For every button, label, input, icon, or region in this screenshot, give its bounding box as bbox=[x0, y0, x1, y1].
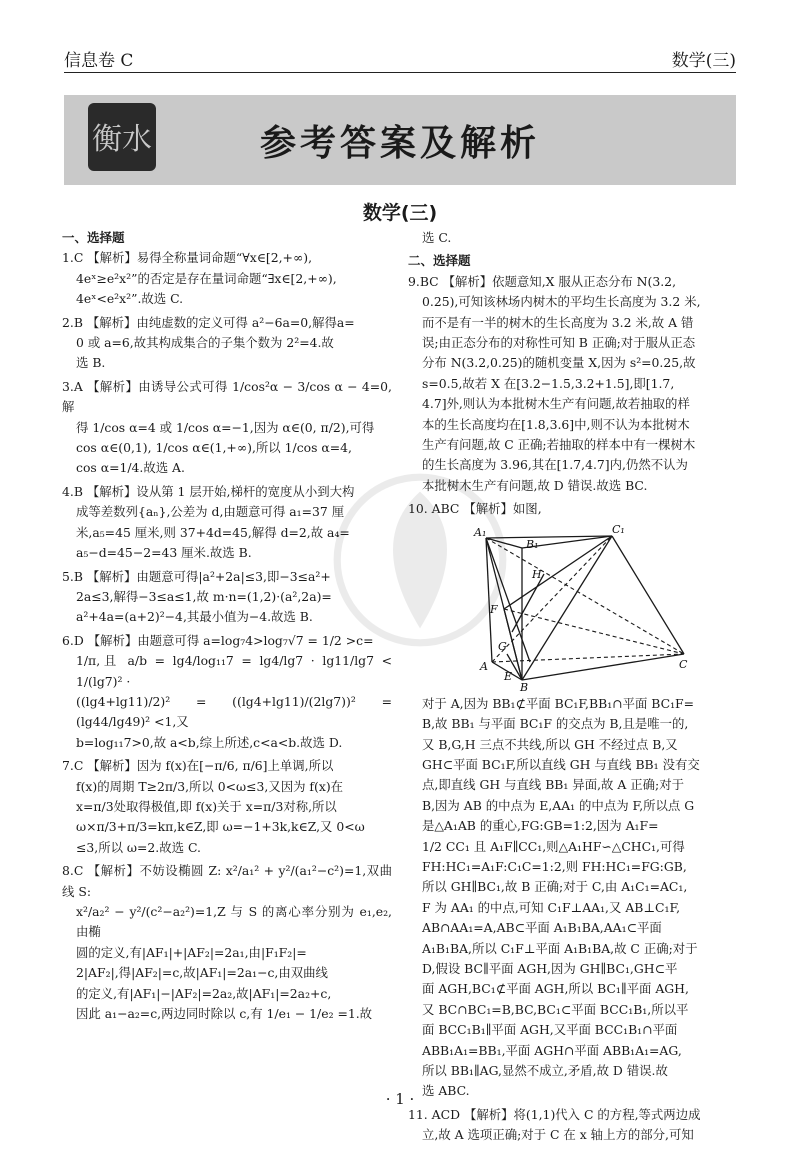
header-right: 数学(三) bbox=[671, 51, 736, 71]
q9-line: 本的生长高度均在[1.8,3.6]中,则不认为本批树木 bbox=[422, 416, 690, 432]
q10-line: GH⊂平面 BC₁F,所以直线 GH 与直线 BB₁ 没有交 bbox=[422, 756, 700, 772]
answer-q6 bbox=[62, 631, 392, 753]
q5-line: 5.B 【解析】由题意可得|a²+2a|≤3,即−3≤a²+ bbox=[62, 568, 331, 584]
q9-line: 本批树木生产有问题,故 D 错误.故选 BC. bbox=[422, 477, 648, 493]
q6-line: 6.D 【解析】由题意可得 a=log₇4>log₇√7 = 1/2 >c= bbox=[62, 632, 374, 648]
q7-line: x=π/3处取得极值,即 f(x)关于 x=π/3对称,所以 bbox=[76, 798, 337, 814]
figure-label: C₁ bbox=[612, 522, 625, 536]
answer-q4 bbox=[62, 482, 392, 564]
answer-q7 bbox=[62, 756, 392, 858]
q10-line: 选 ABC. bbox=[422, 1083, 470, 1099]
q9-line: 误;由正态分布的对称性可知 B 正确;对于服从正态 bbox=[422, 335, 696, 351]
q8-line: 的定义,有|AF₁|−|AF₂|=2a₂,故|AF₁|=2a₂+c, bbox=[76, 985, 332, 1001]
q1-line: 4eˣ≥e²x²”的否定是存在量词命题“∃x∈[2,+∞), bbox=[76, 270, 337, 286]
q10-line: FH:HC₁=A₁F:C₁C=1:2,则 FH:HC₁=FG:GB, bbox=[422, 858, 687, 874]
q7-line: 7.C 【解析】因为 f(x)在[−π/6, π/6]上单调,所以 bbox=[62, 758, 334, 774]
answer-q2 bbox=[62, 313, 392, 374]
q9-line: 9.BC 【解析】依题意知,X 服从正态分布 N(3.2, bbox=[408, 273, 677, 289]
figure-label: G bbox=[498, 639, 507, 653]
q4-line: 米,a₅=45 厘米,则 37+4d=45,解得 d=2,故 a₄= bbox=[76, 524, 350, 540]
q2-line: 0 或 a=6,故其构成集合的子集个数为 2²=4.故 bbox=[76, 335, 334, 351]
q8-line: 2|AF₂|,得|AF₂|=c,故|AF₁|=2a₁−c,由双曲线 bbox=[76, 965, 328, 981]
left-column bbox=[62, 228, 392, 1027]
q10-line: F 为 AA₁ 的中点,可知 C₁F⊥AA₁,又 AB⊥C₁F, bbox=[422, 899, 681, 915]
answer-q8 bbox=[62, 861, 392, 1024]
q8-line: 8.C 【解析】不妨设椭圆 Z: x²/a₁² + y²/(a₁²−c²)=1,双曲线 S: bbox=[62, 863, 392, 899]
q6-line: 1/π,且 a/b = lg4/log₁₁7 = lg4/lg7 · lg11/lg7 < 1/(lg7)² · bbox=[76, 653, 392, 689]
answer-q10 bbox=[408, 499, 736, 1102]
q2-line: 2.B 【解析】由纯虚数的定义可得 a²−6a=0,解得a= bbox=[62, 314, 355, 330]
q10-line: 点,即直线 GH 与直线 BB₁ 异面,故 A 正确;对于 bbox=[422, 777, 684, 793]
figure-label: E bbox=[504, 669, 513, 683]
q5-line: a²+4a=(a+2)²−4,其最小值为−4.故选 B. bbox=[76, 609, 313, 625]
answer-q3 bbox=[62, 377, 392, 479]
q10-line: 又 BC∩BC₁=B,BC,BC₁⊂平面 BCC₁B₁,所以平 bbox=[422, 1001, 689, 1017]
figure-label: A₁ bbox=[474, 525, 487, 539]
q10-line: 面 AGH,BC₁⊄平面 AGH,所以 BC₁∥平面 AGH, bbox=[422, 981, 689, 997]
q7-line: f(x)的周期 T≥2π/3,所以 0<ω≤3,又因为 f(x)在 bbox=[76, 778, 344, 794]
logo-text: 衡水 bbox=[92, 122, 152, 157]
section-heading-multi: 二、选择题 bbox=[408, 253, 471, 269]
figure-label: A bbox=[480, 659, 488, 673]
q5-line: 2a≤3,解得−3≤a≤1,故 m·n=(1,2)·(a²,2a)= bbox=[76, 588, 332, 604]
page-number: · 1 · bbox=[385, 1090, 415, 1108]
q8-line: 选 C. bbox=[422, 230, 452, 245]
q8-line: x²/a₂² − y²/(c²−a₂²)=1,Z 与 S 的离心率分别为 e₁,e₂,由椭 bbox=[76, 904, 392, 940]
answer-q1 bbox=[62, 248, 392, 309]
q3-line: cos α=1/4.故选 A. bbox=[76, 460, 185, 476]
q10-line: B,因为 AB 的中点为 E,AA₁ 的中点为 F,所以点 G bbox=[422, 797, 695, 813]
answer-q5 bbox=[62, 567, 392, 628]
q4-line: 成等差数列{aₙ},公差为 d,由题意可得 a₁=37 厘 bbox=[76, 504, 345, 520]
header-left: 信息卷 C bbox=[64, 51, 134, 71]
q1-line: 4eˣ<e²x²”.故选 C. bbox=[76, 291, 184, 307]
q6-line: b=log₁₁7>0,故 a<b,综上所述,c<a<b.故选 D. bbox=[76, 734, 343, 750]
q8-line: 因此 a₁−a₂=c,两边同时除以 c,有 1/e₁ − 1/e₂ =1.故 bbox=[76, 1006, 373, 1022]
q10-line: 又 B,G,H 三点不共线,所以 GH 不经过点 B,又 bbox=[422, 736, 678, 752]
answer-q8-end bbox=[408, 228, 736, 248]
q10-line: 面 BCC₁B₁∥平面 AGH,又平面 BCC₁B₁∩平面 bbox=[422, 1022, 678, 1038]
q7-line: ω×π/3+π/3=kπ,k∈Z,即 ω=−1+3k,k∈Z,又 0<ω bbox=[76, 819, 365, 835]
q8-line: 圆的定义,有|AF₁|+|AF₂|=2a₁,由|F₁F₂|= bbox=[76, 944, 307, 960]
q10-line: ABB₁A₁=BB₁,平面 AGH∩平面 ABB₁A₁=AG, bbox=[422, 1042, 682, 1058]
q9-line: s=0.5,故若 X 在[3.2−1.5,3.2+1.5],即[1.7, bbox=[422, 375, 675, 391]
figure-label: F bbox=[490, 602, 498, 616]
q11-line: 立,故 A 选项正确;对于 C 在 x 轴上方的部分,可知 bbox=[422, 1127, 694, 1143]
q9-line: 分布 N(3.2,0.25)的随机变量 X,因为 s²=0.25,故 bbox=[422, 355, 696, 371]
title-banner bbox=[64, 95, 736, 185]
figure-label: C bbox=[679, 657, 688, 671]
q4-line: a₅−d=45−2=43 厘米.故选 B. bbox=[76, 545, 252, 561]
q10-line: 1/2 CC₁ 且 A₁F∥CC₁,则△A₁HF∽△CHC₁,可得 bbox=[422, 838, 685, 854]
q3-line: 得 1/cos α=4 或 1/cos α=−1,因为 α∈(0, π/2),可得 bbox=[76, 419, 375, 435]
q9-line: 的生长高度为 3.96,其在[1.7,4.7]内,仍然不认为 bbox=[422, 457, 688, 473]
q4-line: 4.B 【解析】设从第 1 层开始,梯杆的宽度从小到大构 bbox=[62, 483, 355, 499]
q10-line: B,故 BB₁ 与平面 BC₁F 的交点为 B,且是唯一的, bbox=[422, 716, 689, 732]
q1-line: 1.C 【解析】易得全称量词命题“∀x∈[2,+∞), bbox=[62, 250, 313, 266]
figure-label: B₁ bbox=[526, 537, 539, 551]
q10-line: 10. ABC 【解析】如图, bbox=[408, 501, 542, 517]
q11-line: 11. ACD 【解析】将(1,1)代入 C 的方程,等式两边成 bbox=[408, 1106, 701, 1122]
q10-line: D,假设 BC∥平面 AGH,因为 GH∥BC₁,GH⊂平 bbox=[422, 960, 678, 976]
q9-line: 0.25),可知该林场内树木的平均生长高度为 3.2 米, bbox=[422, 294, 701, 310]
q9-line: 而不是有一半的树木的生长高度为 3.2 米,故 A 错 bbox=[422, 314, 694, 330]
figure-label: B bbox=[520, 680, 529, 692]
figure-label: H bbox=[532, 567, 542, 581]
q6-line: ((lg4+lg11)/2)² = ((lg4+lg11)/(2lg7))² = (lg44/lg49)² <1,又 bbox=[76, 693, 392, 730]
page-header bbox=[64, 38, 736, 73]
q3-line: 3.A 【解析】由诱导公式可得 1/cos²α − 3/cos α − 4=0,解 bbox=[62, 378, 392, 415]
section-subtitle: 数学(三) bbox=[362, 202, 438, 224]
answer-q11 bbox=[408, 1105, 736, 1146]
q10-line: 所以 GH∥BC₁,故 B 正确;对于 C,由 A₁C₁=AC₁, bbox=[422, 879, 688, 895]
q10-line: AB∩AA₁=A,AB⊂平面 A₁B₁BA,AA₁⊂平面 bbox=[422, 920, 662, 936]
right-column bbox=[408, 228, 736, 1149]
q2-line: 选 B. bbox=[76, 355, 106, 371]
prism-figure bbox=[472, 522, 692, 692]
q7-line: ≤3,所以 ω=2.故选 C. bbox=[76, 839, 201, 855]
q10-line: 所以 BB₁∥AG,显然不成立,矛盾,故 D 错误.故 bbox=[422, 1063, 668, 1078]
q10-line: A₁B₁BA,所以 C₁F⊥平面 A₁B₁BA,故 C 正确;对于 bbox=[422, 940, 698, 956]
q9-line: 4.7]外,则认为本批树木生产有问题,故若抽取的样 bbox=[422, 396, 690, 412]
page-title: 参考答案及解析 bbox=[259, 123, 540, 164]
answer-q9 bbox=[408, 272, 736, 496]
q10-line: 对于 A,因为 BB₁⊄平面 BC₁F,BB₁∩平面 BC₁F= bbox=[422, 695, 695, 711]
q10-line: 是△A₁AB 的重心,FG:GB=1:2,因为 A₁F= bbox=[422, 818, 659, 834]
q9-line: 生产有问题,故 C 正确;若抽取的样本中有一棵树木 bbox=[422, 437, 696, 453]
q3-line: cos α∈(0,1), 1/cos α∈(1,+∞),所以 1/cos α=4, bbox=[76, 440, 352, 456]
section-heading-choice: 一、选择题 bbox=[62, 230, 125, 245]
